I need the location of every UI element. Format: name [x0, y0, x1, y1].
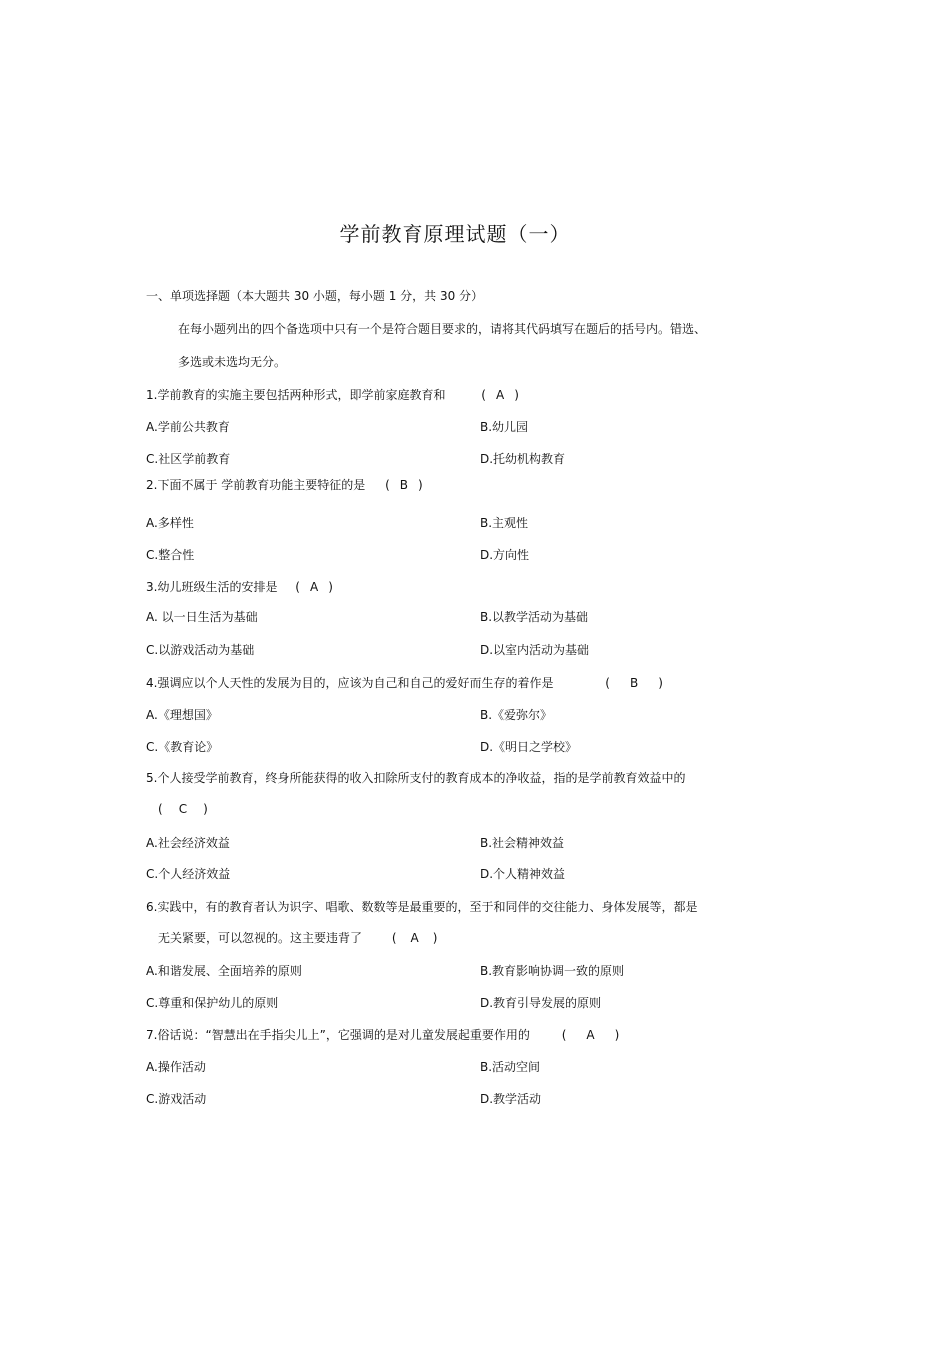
question-stem: 6.实践中，有的教育者认为识字、唱歌、数数等是最重要的，至于和同伴的交往能力、身体发展等，都是: [146, 900, 698, 914]
question-stem: 7.俗话说：“智慧出在手指尖儿上”，它强调的是对儿童发展起重要作用的: [146, 1028, 530, 1042]
option-b: B.《爱弥尔》: [480, 708, 553, 722]
question-stem: 1.学前教育的实施主要包括两种形式，即学前家庭教育和: [146, 388, 446, 402]
option-c: C.整合性: [146, 548, 195, 562]
option-c: C.游戏活动: [146, 1092, 207, 1106]
exam-title: 学前教育原理试题（一）: [339, 222, 571, 246]
option-b: B.社会精神效益: [480, 836, 565, 850]
option-d: D.托幼机构教育: [480, 452, 566, 466]
answer-letter: B: [399, 478, 409, 492]
answer-bracket: ( B ): [385, 478, 423, 492]
question-stem: 5.个人接受学前教育，终身所能获得的收入扣除所支付的教育成本的净收益，指的是学前教育效益中的: [146, 771, 686, 785]
answer-bracket: ( B ): [605, 676, 663, 690]
question-stem: 3.幼儿班级生活的安排是: [146, 580, 278, 594]
question-stem: 4.强调应以个人天性的发展为目的，应该为自己和自己的爱好而生存的着作是: [146, 676, 554, 690]
option-b: B.以教学活动为基础: [480, 610, 589, 624]
option-d: D.个人精神效益: [480, 867, 566, 881]
option-a: A.操作活动: [146, 1060, 206, 1074]
option-d: D.《明日之学校》: [480, 740, 578, 754]
answer-letter: C: [178, 802, 188, 816]
option-b: B.幼儿园: [480, 420, 529, 434]
option-c: C.《教育论》: [146, 740, 219, 754]
option-a: A.社会经济效益: [146, 836, 230, 850]
option-d: D.教育引导发展的原则: [480, 996, 602, 1010]
option-a: A.多样性: [146, 516, 194, 530]
question-stem: 2.下面不属于 学前教育功能主要特征的是: [146, 478, 366, 492]
answer-letter: A: [586, 1028, 595, 1042]
option-b: B.教育影响协调一致的原则: [480, 964, 625, 978]
option-a: A. 以一日生活为基础: [146, 610, 258, 624]
question-4: [146, 674, 663, 691]
answer-bracket: ( C ): [158, 802, 208, 816]
answer-letter: A: [495, 388, 505, 402]
option-c: C.以游戏活动为基础: [146, 643, 255, 657]
question-6-continued: [158, 929, 437, 946]
instruction-line-1: 在每小题列出的四个备选项中只有一个是符合题目要求的，请将其代码填写在题后的括号内。错选、: [178, 322, 707, 336]
option-c: C.社区学前教育: [146, 452, 231, 466]
question-6: [146, 898, 697, 915]
answer-bracket: ( A ): [481, 388, 519, 402]
question-stem-continued: 无关紧要，可以忽视的。这主要违背了: [158, 931, 363, 945]
question-1: [146, 386, 519, 403]
question-7: [146, 1026, 619, 1043]
option-d: D.以室内活动为基础: [480, 643, 590, 657]
instruction-line-2: 多选或未选均无分。: [178, 355, 287, 369]
answer-bracket: ( A ): [391, 931, 438, 945]
question-2: [146, 476, 423, 493]
answer-letter: B: [629, 676, 639, 690]
answer-letter: A: [410, 931, 419, 945]
answer-letter: A: [309, 580, 319, 594]
answer-bracket: ( A ): [561, 1028, 620, 1042]
option-c: C.尊重和保护幼儿的原则: [146, 996, 279, 1010]
question-3: [146, 578, 333, 595]
option-a: A.《理想国》: [146, 708, 218, 722]
answer-bracket: ( A ): [295, 580, 333, 594]
option-c: C.个人经济效益: [146, 867, 231, 881]
option-b: B.主观性: [480, 516, 529, 530]
option-d: D.方向性: [480, 548, 530, 562]
option-a: A.和谐发展、全面培养的原则: [146, 964, 302, 978]
option-b: B.活动空间: [480, 1060, 541, 1074]
section-heading: 一、单项选择题（本大题共 30 小题，每小题 1 分，共 30 分）: [146, 289, 484, 303]
option-d: D.教学活动: [480, 1092, 542, 1106]
option-a: A.学前公共教育: [146, 420, 230, 434]
question-5: [146, 769, 685, 786]
